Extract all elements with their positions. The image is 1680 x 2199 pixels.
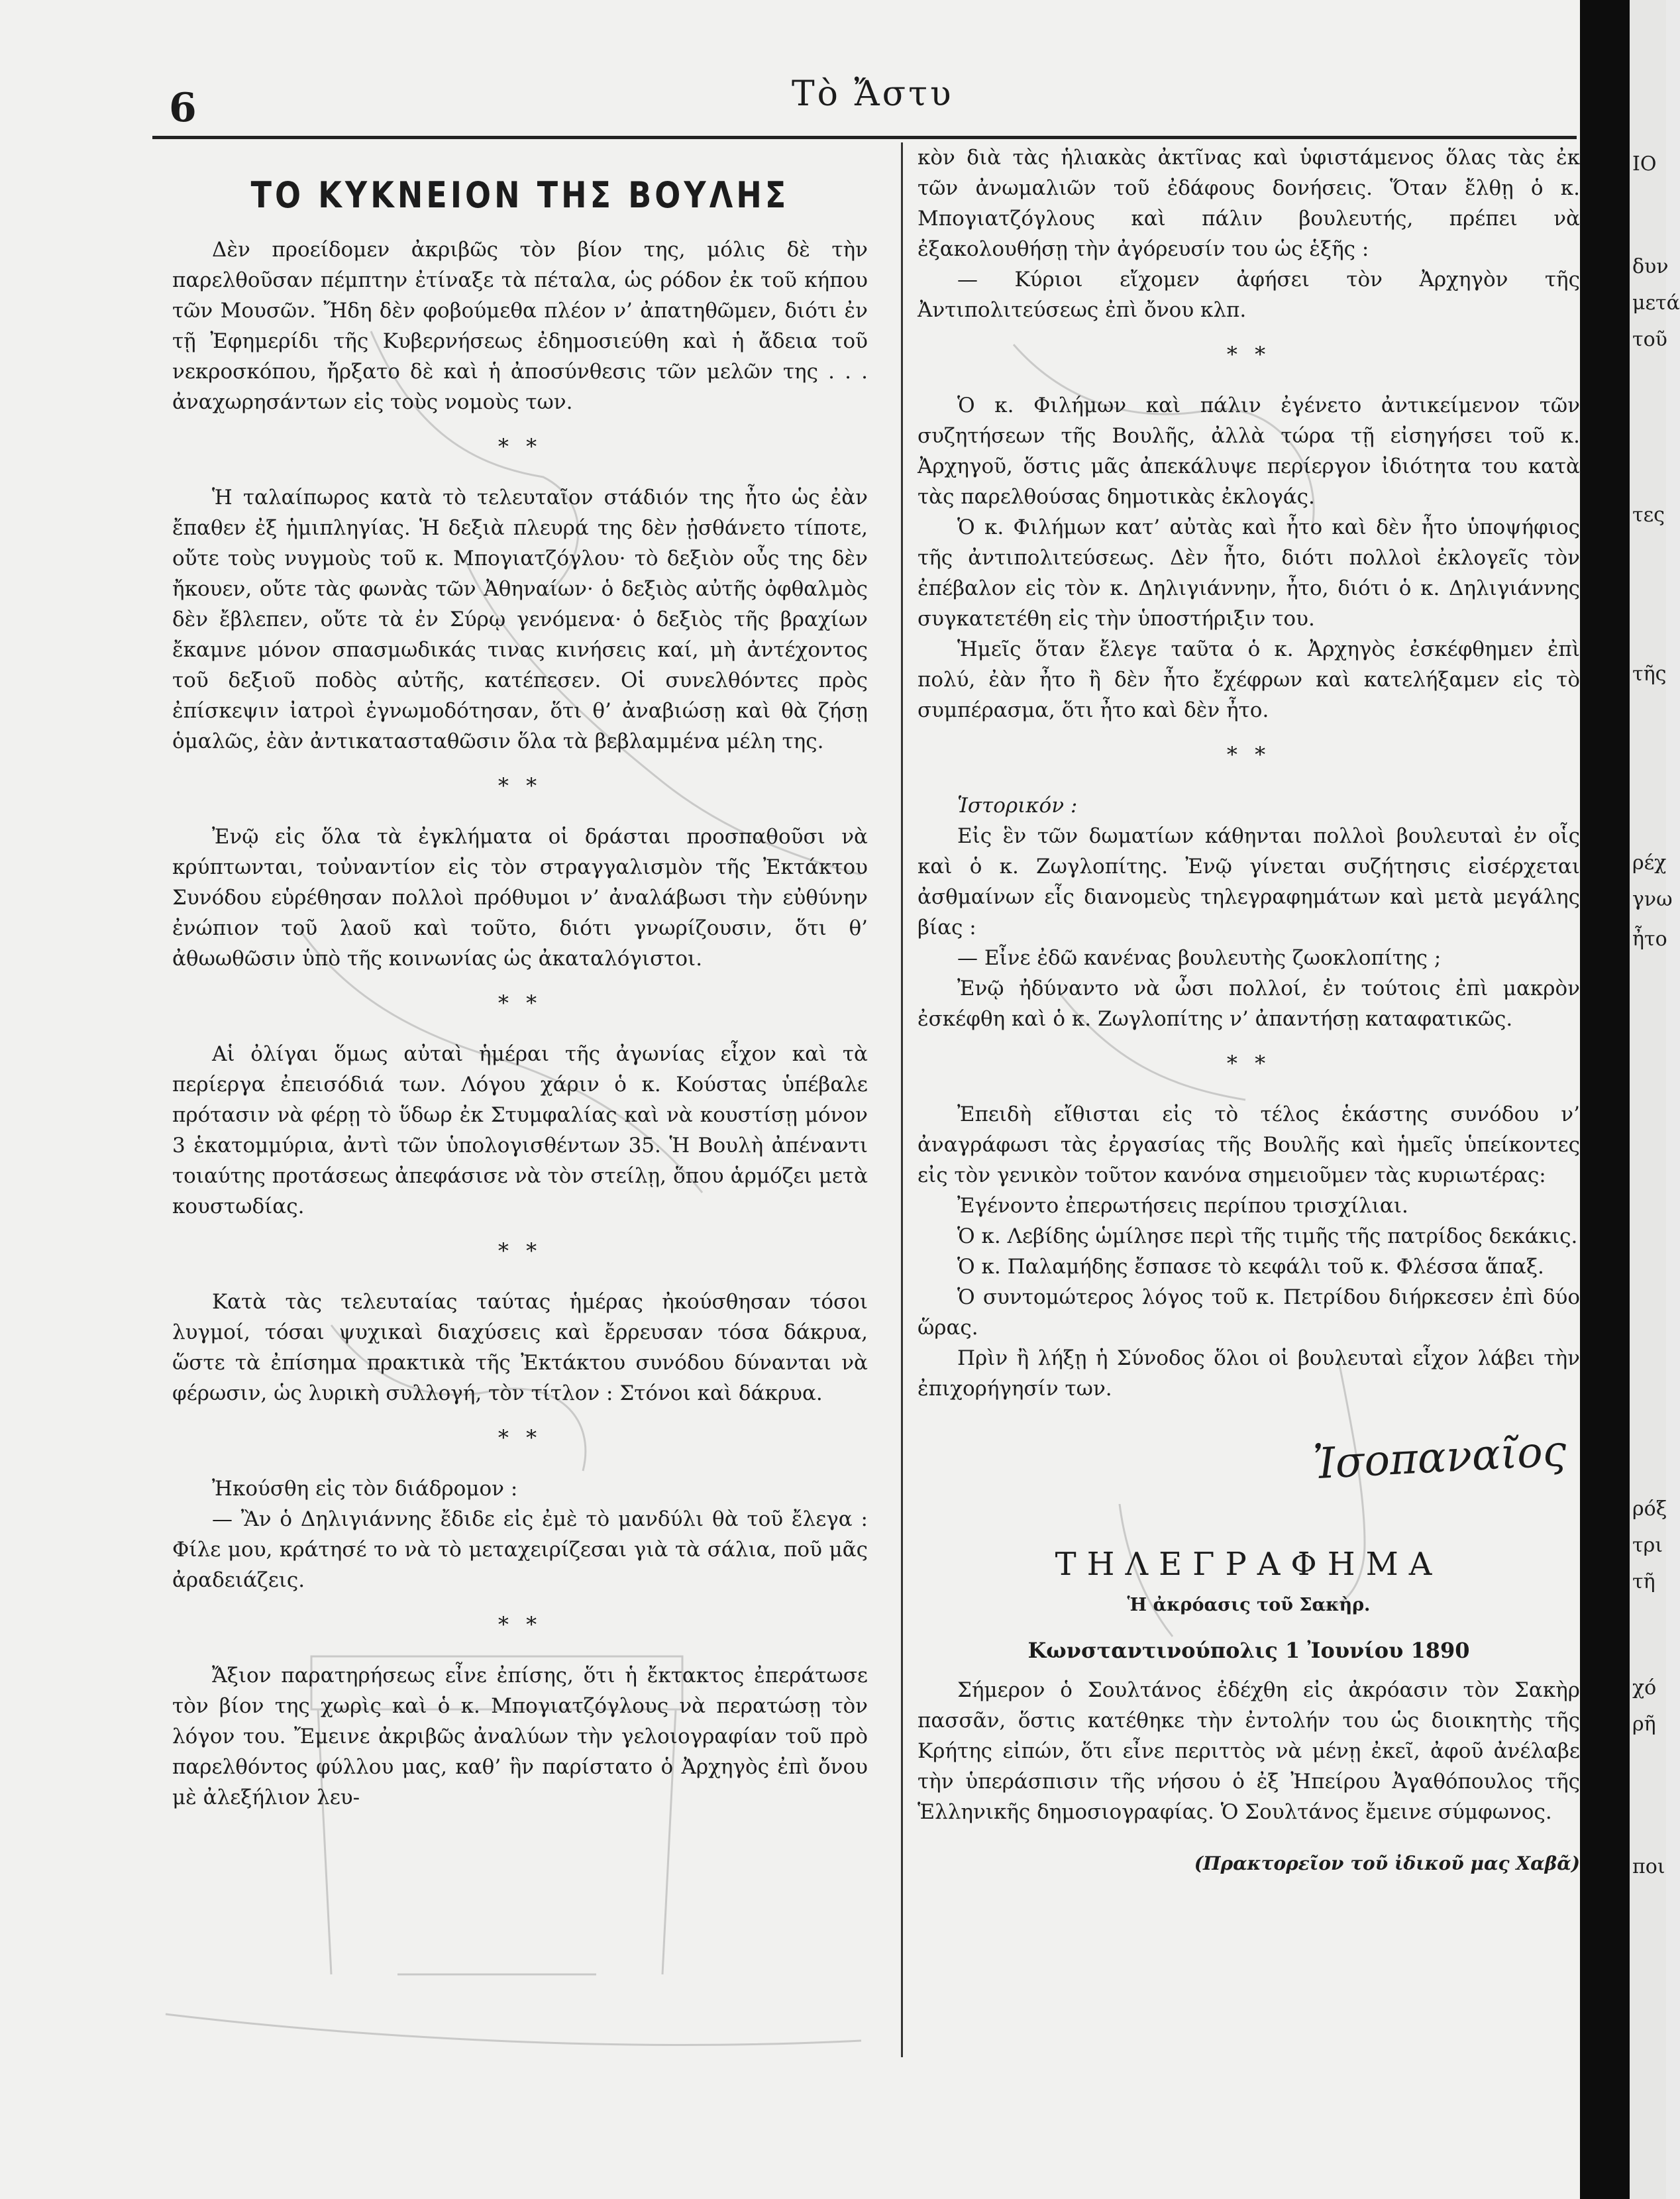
fragment-text: τοῦ	[1632, 328, 1667, 351]
section-divider: * *	[498, 991, 543, 1016]
section-divider: * *	[498, 434, 543, 459]
section-divider: * *	[498, 1425, 543, 1450]
column-separator	[901, 142, 903, 2057]
section-divider: * *	[1226, 342, 1271, 367]
paragraph: Δὲν προείδομεν ἀκριβῶς τὸν βίον της, μόλις δὲ τὴν παρελθοῦσαν πέμπτην ἐτίναξε τὰ πέταλα, ὡς ρόδον ἐκ τοῦ κήπου τῶν Μουσῶν. Ἤδη δὲν φοβούμεθα πλέον ν’ ἀπατηθῶμεν, διότι ἐν τῇ Ἐφημερίδι τῆς Κυβερνήσεως ἐδημοσιεύθη καὶ ἡ ἄδεια τοῦ νεκροσκόπου, ἤρξατο δὲ καὶ ἡ ἀποσύνθεσις τῶν μελῶν της . . . ἀναχωρησάντων εἰς τοὺς νομοὺς των.	[172, 238, 868, 414]
section-divider: * *	[498, 1612, 543, 1637]
fragment-text: δυν	[1632, 255, 1669, 278]
list-item: Ὁ συντομώτερος λόγος τοῦ κ. Πετρίδου διήρκεσεν ἐπὶ δύο ὥρας.	[918, 1285, 1580, 1340]
fragment-text: ἦτο	[1632, 928, 1667, 951]
paragraph: Ἄξιον παρατηρήσεως εἶνε ἐπίσης, ὅτι ἡ ἔκτακτος ἐπεράτωσε τὸν βίον της χωρὶς καὶ ὁ κ. Μπογιατζόγλους νὰ περατώσῃ τὸν λόγον του. Ἔμεινε ἀκριβῶς ἀναλύων τὴν γελοιογραφίαν τοῦ πρὸ παρελθόντος φύλλου μας, καθ’ ἣν παρίστατο ὁ Ἀρχηγὸς ἐπὶ ὄνου μὲ ἀλεξήλιον λευ-	[172, 1664, 868, 1809]
list-item: Ὁ κ. Λεβίδης ὡμίλησε περὶ τῆς τιμῆς τῆς πατρίδος δεκάκις.	[957, 1224, 1578, 1248]
paragraph: Ἐνῷ ἠδύναντο νὰ ὦσι πολλοί, ἐν τούτοις ἐπὶ μακρὸν ἐσκέφθη καὶ ὁ κ. Ζωγλοπίτης ν’ ἀπαντήσῃ καταφατικῶς.	[918, 977, 1580, 1031]
fragment-text: ρέχ	[1632, 851, 1667, 875]
masthead: Τὸ Ἄστυ	[792, 74, 954, 114]
telegram-heading: ΤΗΛΕΓΡΑΦΗΜΑ	[1055, 1546, 1443, 1583]
paragraph: Ἐνῷ εἰς ὅλα τὰ ἐγκλήματα οἱ δράσται προσπαθοῦσι νὰ κρύπτωνται, τοὐναντίον εἰς τὸν στραγγαλισμὸν τῆς Ἐκτάκτου Συνόδου εὑρέθησαν πολλοὶ πρόθυμοι ν’ ἀναλάβωσι τὴν εὐθύνην ἐνώπιον τοῦ λαοῦ καὶ τοῦτο, διότι γνωρίζουσιν, ὅτι θ’ ἀθωωθῶσιν ὑπὸ τῆς κοινωνίας ὡς ἀκαταλόγιστοι.	[172, 825, 868, 971]
next-page-edge	[1630, 0, 1680, 2199]
fragment-text: γνω	[1632, 888, 1673, 911]
fragment-text: ΙΟ	[1632, 152, 1657, 176]
left-column	[172, 162, 868, 1813]
fragment-text: ρόξ	[1632, 1497, 1667, 1521]
quoted-dialogue: — Εἶνε ἐδῶ κανένας βουλευτὴς ζωοκλοπίτης ;	[957, 946, 1442, 970]
header-rule	[152, 136, 1577, 139]
fragment-text: τρι	[1632, 1534, 1663, 1557]
paragraph: Εἰς ἓν τῶν δωματίων κάθηνται πολλοὶ βουλευταὶ ἐν οἷς καὶ ὁ κ. Ζωγλοπίτης. Ἐνῷ γίνεται συζήτησις εἰσέρχεται ἀσθμαίνων εἷς διανομεὺς τηλεγραφημάτων καὶ μετὰ μεγάλης βίας :	[918, 824, 1580, 939]
quoted-dialogue: — Ἂν ὁ Δηλιγιάννης ἔδιδε εἰς ἐμὲ τὸ μανδύλι θὰ τοῦ ἔλεγα : Φίλε μου, κράτησέ το νὰ τὸ μεταχειρίζεσαι γιὰ τὰ σάλια, ποῦ μᾶς ἀραδειάζεις.	[172, 1507, 868, 1592]
list-item: Ἐγένοντο ἐπερωτήσεις περίπου τρισχίλιαι.	[957, 1194, 1408, 1218]
fragment-text: τῆ	[1632, 1570, 1655, 1593]
page-number: 6	[169, 85, 197, 131]
section-divider: * *	[498, 1238, 543, 1263]
article-title: ΤΟ ΚΥΚΝΕΙΟΝ ΤΗΣ ΒΟΥΛΗΣ	[250, 174, 790, 216]
book-binding-gutter	[1580, 0, 1630, 2199]
telegram-subheading: Ἡ ἀκρόασις τοῦ Σακὴρ.	[1127, 1595, 1371, 1615]
list-item: Πρὶν ἢ λήξῃ ἡ Σύνοδος ὅλοι οἱ βουλευταὶ εἶχον λάβει τὴν ἐπιχορήγησίν των.	[918, 1346, 1580, 1401]
paragraph: Ἡμεῖς ὅταν ἔλεγε ταῦτα ὁ κ. Ἀρχηγὸς ἐσκέφθημεν ἐπὶ πολύ, ἐὰν ἦτο ἢ δὲν ἦτο ἔχέφρων καὶ κατελήξαμεν εἰς τὸ συμπέρασμα, ὅτι ἦτο καὶ δὲν ἦτο.	[918, 637, 1580, 722]
paragraph: Κατὰ τὰς τελευταίας ταύτας ἡμέρας ἠκούσθησαν τόσοι λυγμοί, τόσαι ψυχικαὶ διαχύσεις καὶ ἔρρευσαν τόσα δάκρυα, ὥστε τὰ ἐπίσημα πρακτικὰ τῆς Ἐκτάκτου συνόδου δύνανται νὰ φέρωσιν, ὡς λυρικὴ συλλογή, τὸν τίτλον : Στόνοι καὶ δάκρυα.	[172, 1290, 868, 1405]
fragment-text: ρῆ	[1632, 1713, 1656, 1736]
telegram-dateline: Κωνσταντινούπολις 1 Ἰουνίου 1890	[1027, 1638, 1470, 1663]
paragraph-continued: κὸν διὰ τὰς ἡλιακὰς ἀκτῖνας καὶ ὑφιστάμενος ὅλας τὰς ἐκ τῶν ἀνωμαλιῶν τοῦ ἐδάφους δονήσεις. Ὅταν ἔλθῃ ὁ κ. Μπογιατζόγλους καὶ πάλιν βουλευτής, πρέπει νὰ ἐξακολουθήσῃ τὴν ἀγόρευσίν του ὡς ἑξῆς :	[918, 146, 1580, 261]
right-column	[918, 142, 1580, 1874]
paragraph-label	[918, 790, 1580, 821]
fragment-text: ποι	[1632, 1855, 1665, 1878]
paragraph: Ἠκούσθη εἰς τὸν διάδρομον :	[212, 1477, 518, 1501]
telegram-body: Σήμερον ὁ Σουλτάνος ἐδέχθη εἰς ἀκρόασιν τὸν Σακὴρ πασσᾶν, ὅστις κατέθηκε τὴν ἐντολήν του ὡς διοικητὴς τῆς Κρήτης εἰπών, ὅτι εἶνε περιττὸς νὰ μένῃ ἐκεῖ, ἀφοῦ ἀνέλαβε τὴν ὑπεράσπισιν τῆς νήσου ὁ ἐξ Ἠπείρου Ἀγαθόπουλος τῆς Ἑλληνικῆς δημοσιογραφίας. Ὁ Σουλτάνος ἔμεινε σύμφωνος.	[918, 1678, 1580, 1824]
quoted-dialogue: — Κύριοι εἴχομεν ἀφήσει τὸν Ἀρχηγὸν τῆς Ἀντιπολιτεύσεως ἐπὶ ὄνου κλπ.	[918, 268, 1580, 322]
paragraph: Ἐπειδὴ εἴθισται εἰς τὸ τέλος ἑκάστης συνόδου ν’ ἀναγράφωσι τὰς ἐργασίας τῆς Βουλῆς καὶ ἡμεῖς ὑπείκοντες εἰς τὸν γενικὸν τοῦτον κανόνα σημειοῦμεν τὰς κυριωτέρας:	[918, 1102, 1580, 1187]
section-divider: * *	[1226, 1051, 1271, 1076]
fragment-text: τῆς	[1632, 663, 1667, 686]
fragment-text: χό	[1632, 1676, 1657, 1699]
fragment-text: μετά	[1632, 292, 1680, 315]
list-item: Ὁ κ. Παλαμήδης ἔσπασε τὸ κεφάλι τοῦ κ. Φλέσσα ἅπαξ.	[957, 1255, 1544, 1279]
paragraph: Αἱ ὀλίγαι ὅμως αὐταὶ ἡμέραι τῆς ἀγωνίας εἶχον καὶ τὰ περίεργα ἐπεισόδιά των. Λόγου χάριν ὁ κ. Κούστας ὑπέβαλε πρότασιν νὰ φέρῃ τὸ ὕδωρ ἐκ Στυμφαλίας καὶ νὰ κουστίσῃ μόνον 3 ἑκατομμύρια, ἀντὶ τῶν ὑπολογισθέντων 35. Ἡ Βουλὴ ἀπέναντι τοιαύτης προτάσεως ἀπεφάσισε νὰ τὸν στείλῃ, ὅπου ἁρμόζει μετὰ κουστωδίας.	[172, 1042, 868, 1218]
fragment-text: τες	[1632, 504, 1665, 527]
paragraph: Ἡ ταλαίπωρος κατὰ τὸ τελευταῖον στάδιόν της ἦτο ὡς ἐὰν ἔπαθεν ἐξ ἡμιπληγίας. Ἡ δεξιὰ πλευρά της δὲν ᾐσθάνετο τίποτε, οὔτε τοὺς νυγμοὺς τοῦ κ. Μπογιατζόγλου· τὸ δεξιὸν οὖς της δὲν ἤκουεν, οὔτε τὰς φωνὰς τῶν Ἀθηναίων· ὁ δεξιὸς αὐτῆς ὀφθαλμὸς δὲν ἔβλεπεν, οὔτε τὰ ἐν Σύρῳ γενόμενα· ὁ δεξιὸς τῆς βραχίων ἔκαμνε μόνον σπασμωδικάς τινας κινήσεις καί, μὴ ἀντέχοντος τοῦ δεξιοῦ ποδὸς αὐτῆς, κατέπεσεν. Οἱ συνελθόντες πρὸς ἐπίσκεψιν ἰατροὶ ἐγνωμοδότησαν, ὅτι θ’ ἀναβιώσῃ καὶ θὰ ζήσῃ ὁμαλῶς, ἐὰν ἀντικατασταθῶσιν ὅλα τὰ βεβλαμμένα μέλη της.	[172, 486, 868, 753]
author-signature: Ἰσοπαναῖος	[1312, 1426, 1568, 1489]
paragraph: Ὁ κ. Φιλήμων καὶ πάλιν ἐγένετο ἀντικείμενον τῶν συζητήσεων τῆς Βουλῆς, ἀλλὰ τώρα τῇ εἰσηγήσει τοῦ κ. Ἀρχηγοῦ, ὅστις μᾶς ἀπεκάλυψε περίεργον ἰδιότητα του κατὰ τὰς παρελθούσας δημοτικὰς ἐκλογάς.	[918, 394, 1580, 509]
section-divider: * *	[498, 773, 543, 798]
section-divider: * *	[1226, 742, 1271, 767]
telegram-credit: (Πρακτορεῖον τοῦ ἰδικοῦ μας Χαβᾶ)	[1194, 1852, 1580, 1874]
italic-label: Ἱστορικόν :	[957, 794, 1078, 818]
paragraph: Ὁ κ. Φιλήμων κατ’ αὐτὰς καὶ ἦτο καὶ δὲν ἦτο ὑποψήφιος τῆς ἀντιπολιτεύσεως. Δὲν ἦτο, διότι πολλοὶ ἐκλογεῖς τὸν ἐπέβαλον εἰς τὸν κ. Δηλιγιάννην, ἦτο, διότι ὁ κ. Δηλιγιάννης συγκατετέθη εἰς τὴν ὑποστήριξιν του.	[918, 515, 1580, 631]
